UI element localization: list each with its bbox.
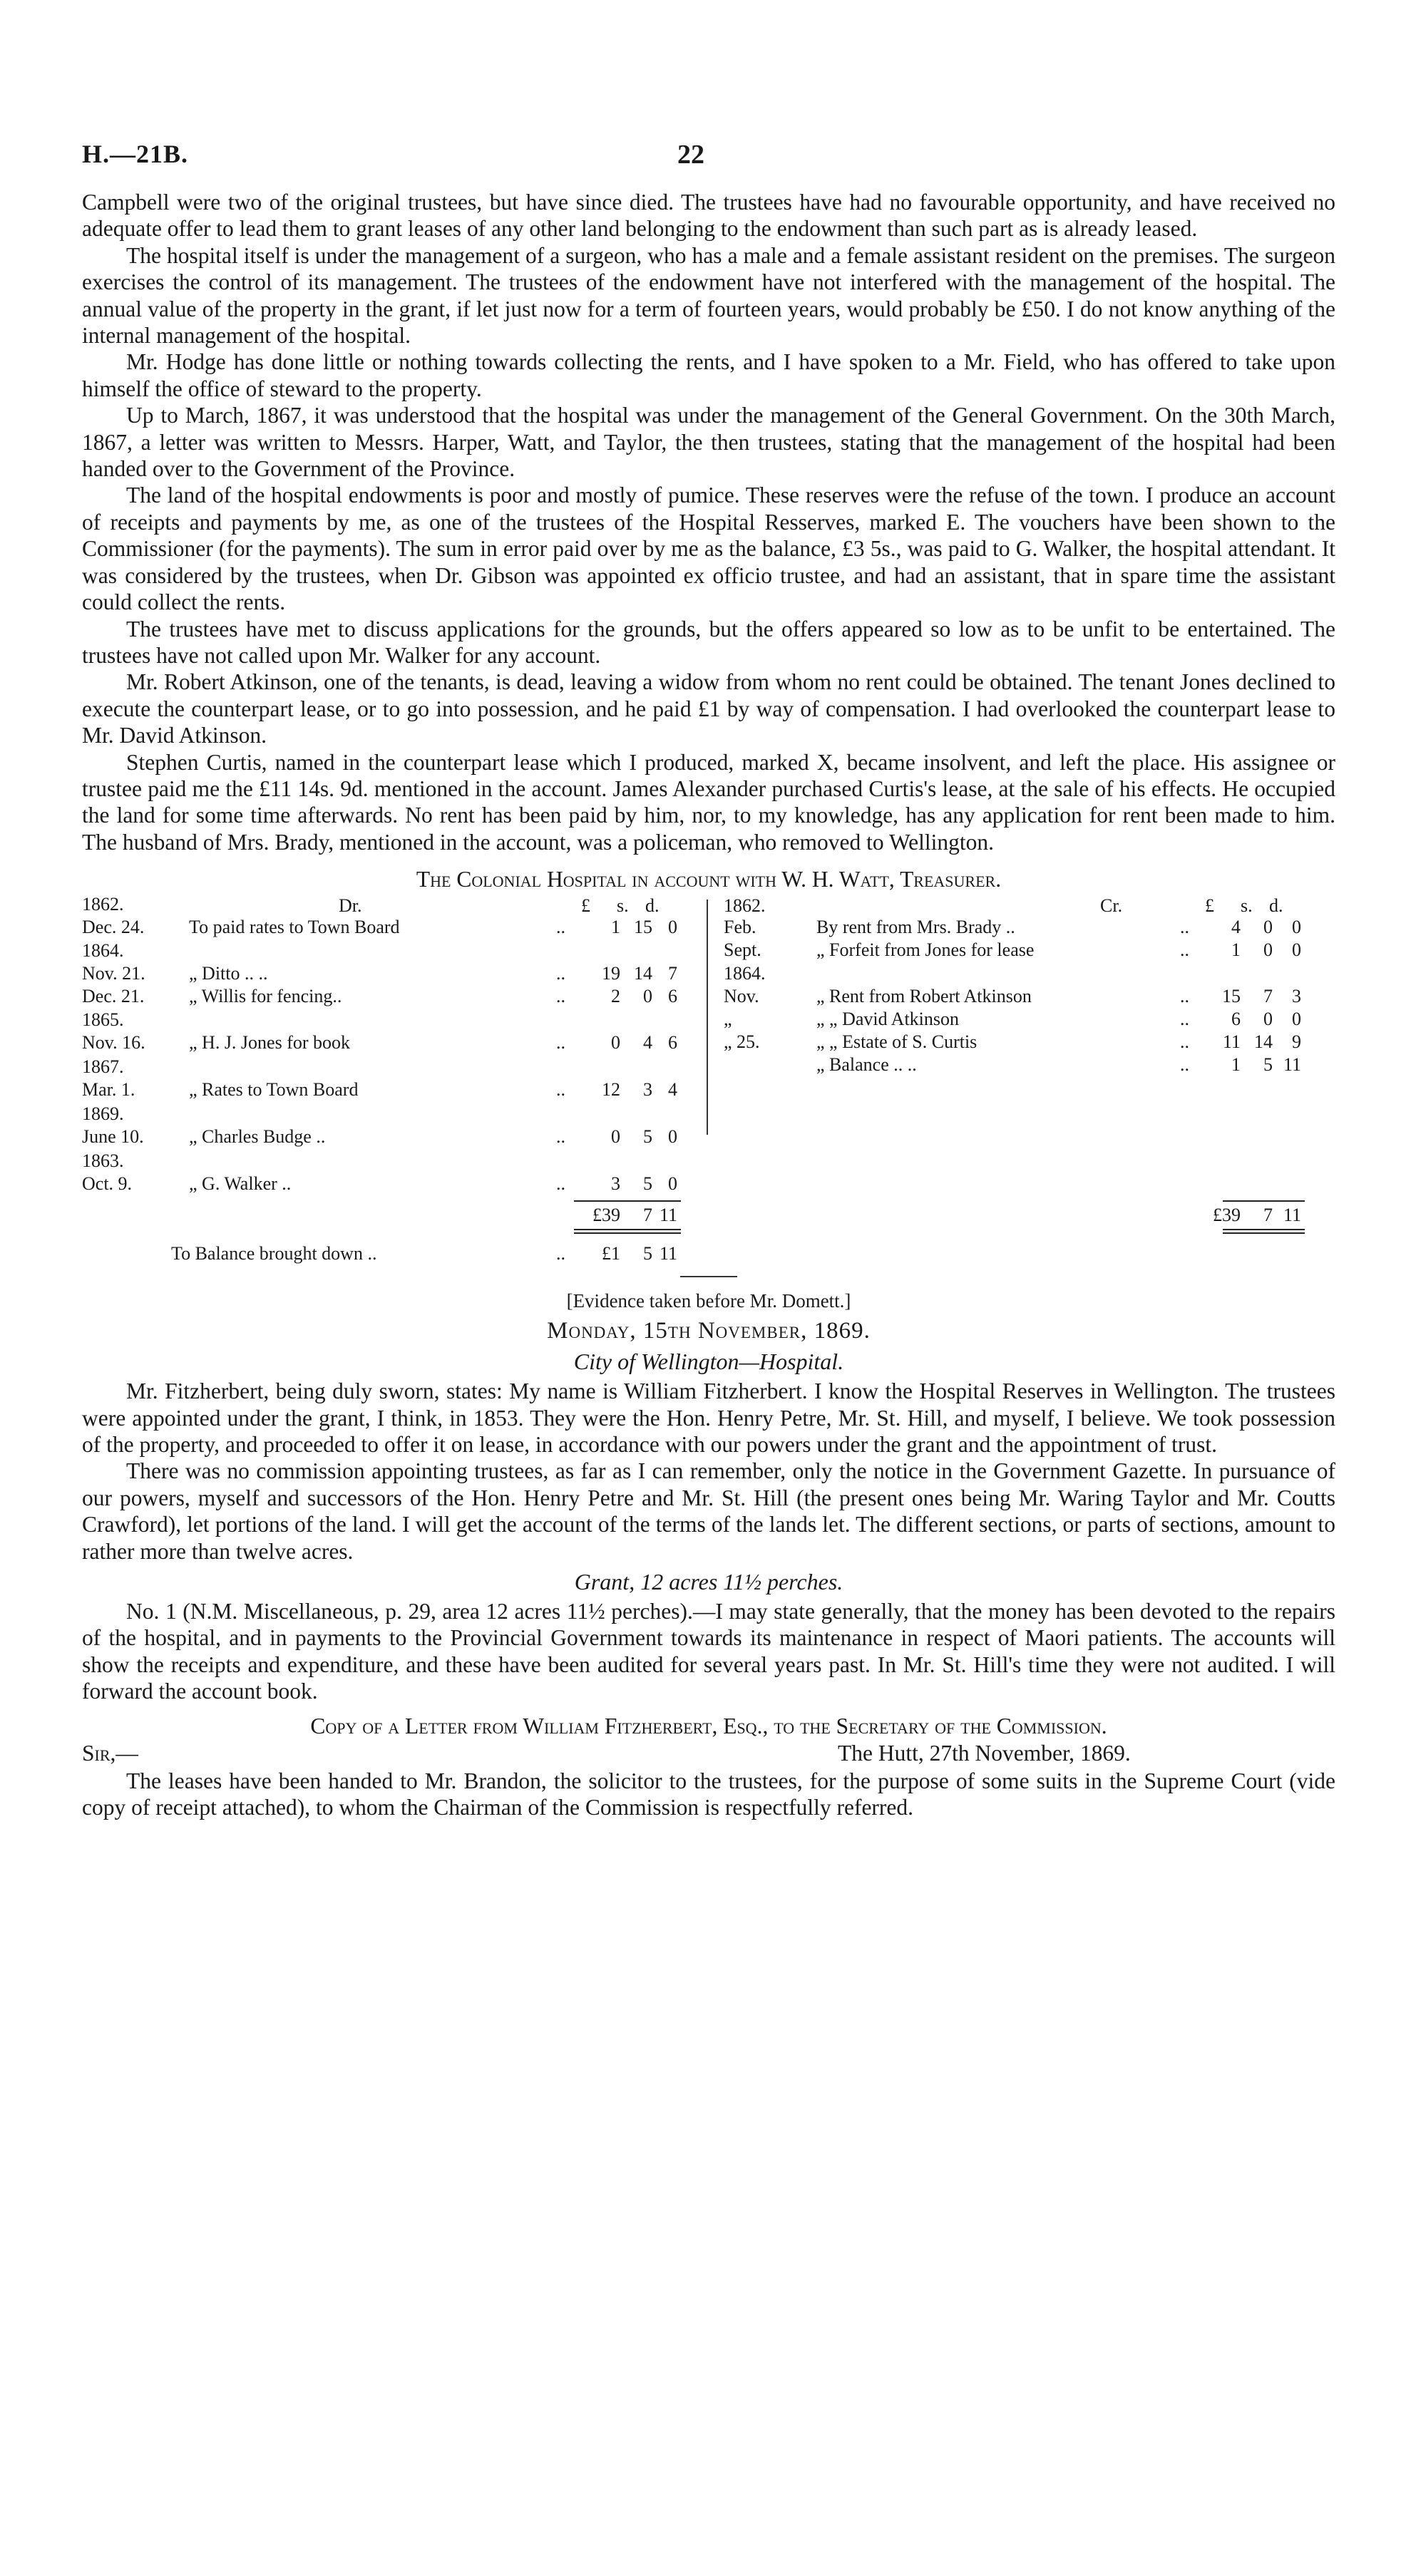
debit-shillings: 3 (643, 1079, 652, 1101)
debit-pounds: 0 (611, 1032, 620, 1053)
debit-pounds: 1 (611, 917, 620, 938)
debit-shillings: 5 (643, 1173, 652, 1195)
letter-salutation-row (82, 1741, 1335, 1768)
credit-shillings: 0 (1263, 939, 1273, 961)
credit-pence: 11 (1283, 1054, 1301, 1076)
debit-pence: 0 (668, 1126, 677, 1148)
debit-shillings: 4 (643, 1032, 652, 1053)
debit-description: „ Charles Budge .. (189, 1126, 326, 1148)
double-rule (1223, 1229, 1305, 1230)
credit-year: 1862. (724, 895, 766, 917)
section-separator (680, 1276, 737, 1277)
page-header (82, 139, 1335, 189)
document-page (82, 139, 1335, 1820)
debit-date: Dec. 21. (82, 986, 145, 1007)
debit-description: „ H. J. Jones for book (189, 1032, 351, 1053)
page-number: 22 (677, 140, 704, 170)
credit-heading: Cr. (1100, 895, 1123, 917)
dot-leader: .. (556, 986, 565, 1007)
lsd-heading: s. (1241, 895, 1253, 917)
lsd-heading: s. (617, 895, 629, 917)
debit-shillings: 0 (643, 986, 652, 1007)
credit-total-pence: 11 (1283, 1205, 1301, 1226)
dot-leader: .. (1180, 1009, 1189, 1030)
lsd-heading: d. (645, 895, 660, 917)
paragraph: Mr. Hodge has done little or nothing towards collecting the rents, and I have spoken to a Mr. Field, who has offered to take upon himself the office of steward to the property. (82, 349, 1335, 401)
credit-pence: 0 (1292, 1009, 1301, 1030)
debit-year: 1867. (82, 1056, 124, 1078)
debit-date: Nov. 16. (82, 1032, 145, 1053)
debit-pence: 6 (668, 1032, 677, 1053)
credit-description: „ Rent from Robert Atkinson (816, 986, 1032, 1007)
debit-pence: 7 (668, 963, 677, 984)
debit-pence: 4 (668, 1079, 677, 1101)
letter-salutation: Sir,— (82, 1740, 138, 1766)
letter-dateline: The Hutt, 27th November, 1869. (838, 1740, 1131, 1766)
credit-shillings: 0 (1263, 1009, 1273, 1030)
dot-leader: .. (556, 1126, 565, 1148)
credit-date: Sept. (724, 939, 761, 961)
letter-body: The leases have been handed to Mr. Brandon, the solicitor to the trustees, for the purpose of some suits in the Supreme Court (vide copy of receipt attached), to whom the Chairman of the Commission is respectfully referred. (82, 1768, 1335, 1820)
double-rule (1223, 1232, 1305, 1234)
credit-pence: 3 (1292, 986, 1301, 1007)
brought-down-label: To Balance brought down .. (171, 1243, 377, 1264)
paragraph: Campbell were two of the original trustees, but have since died. The trustees have had no favourable opportunity, and have received no adequate offer to lead them to grant leases of any other land belonging to the endowment than such part as is already leased. (82, 190, 1335, 242)
debit-description: „ Rates to Town Board (189, 1079, 359, 1101)
credit-date: Feb. (724, 917, 756, 938)
debit-pounds: 12 (602, 1079, 620, 1101)
debit-pence: 0 (668, 1173, 677, 1195)
dot-leader: .. (1180, 1031, 1189, 1053)
debit-description: „ Ditto .. .. (189, 963, 268, 984)
column-divider (707, 900, 708, 1135)
account-title: The Colonial Hospital in account with W. H. Watt, Treasurer. (416, 867, 1002, 892)
credit-description: „ Balance .. .. (816, 1054, 917, 1076)
debit-year: 1864. (82, 940, 124, 962)
credit-total-pounds: £39 (1213, 1205, 1241, 1226)
debit-pence: 0 (668, 917, 677, 938)
evidence-date: Monday, 15th November, 1869. (547, 1318, 871, 1344)
debit-total-pence: 11 (659, 1205, 677, 1226)
debit-shillings: 14 (634, 963, 652, 984)
evidence-place: City of Wellington—Hospital. (573, 1349, 844, 1375)
dot-leader: .. (1180, 986, 1189, 1007)
paragraph: Up to March, 1867, it was understood that the hospital was under the management of the General Government. On the 30th March, 1867, a letter was written to Messrs. Harper, Watt, and Taylor, the then trustees, stating that the management of the hospital had been handed over to the Government of the Province. (82, 403, 1335, 482)
account-table (82, 895, 1335, 1266)
debit-date: Oct. 9. (82, 1173, 133, 1195)
letter-heading: Copy of a Letter from William Fitzherbert, Esq., to the Secretary of the Commission. (310, 1713, 1107, 1738)
brought-down-pence: 11 (659, 1243, 677, 1264)
debit-pounds: 2 (611, 986, 620, 1007)
grant-heading: Grant, 12 acres 11½ perches. (574, 1569, 843, 1594)
credit-pounds: 15 (1222, 986, 1241, 1007)
credit-shillings: 0 (1263, 917, 1273, 938)
credit-date: „ (724, 1009, 732, 1030)
credit-description: „ Forfeit from Jones for lease (816, 939, 1035, 961)
paragraph: The hospital itself is under the management of a surgeon, who has a male and a female assistant resident on the premises. The surgeon exercises the control of its management. The trustees of the endowment have not interfered with the management of the hospital. The annual value of the property in the grant, if let just now for a term of fourteen years, would probably be £50. I do not know anything of the internal management of the hospital. (82, 242, 1335, 349)
credit-description: By rent from Mrs. Brady .. (816, 917, 1015, 938)
dot-leader: .. (556, 1079, 565, 1101)
credit-description: „ „ Estate of S. Curtis (816, 1031, 977, 1053)
debit-description: „ G. Walker .. (189, 1173, 292, 1195)
debit-pounds: 0 (611, 1126, 620, 1148)
lsd-heading: d. (1269, 895, 1283, 917)
double-rule (574, 1229, 681, 1230)
credit-pence: 9 (1292, 1031, 1301, 1053)
debit-shillings: 5 (643, 1126, 652, 1148)
debit-date: Dec. 24. (82, 917, 145, 938)
credit-date: Nov. (724, 986, 759, 1007)
dot-leader: .. (556, 1032, 565, 1053)
debit-date: Mar. 1. (82, 1079, 135, 1101)
dot-leader: .. (556, 1243, 565, 1264)
brought-down-shillings: 5 (643, 1243, 652, 1264)
total-rule (1223, 1200, 1305, 1202)
debit-date: Nov. 21. (82, 963, 145, 984)
credit-pounds: 4 (1231, 917, 1241, 938)
witness-paragraph: Mr. Fitzherbert, being duly sworn, states: My name is William Fitzherbert. I know the Hospital Reserves in Wellington. The trustees were appointed under the grant, I think, in 1853. They were the Hon. Henry Petre, Mr. St. Hill, and myself, I believe. We took possession of the property, and proceeded to offer it on lease, in accordance with our powers under the grant and the appointment of trust. (82, 1379, 1335, 1457)
credit-description: „ „ David Atkinson (816, 1009, 960, 1030)
debit-pounds: 19 (602, 963, 620, 984)
credit-pounds: 1 (1231, 1054, 1241, 1076)
dot-leader: .. (556, 1173, 565, 1195)
dot-leader: .. (1180, 1054, 1189, 1076)
debit-year: 1869. (82, 1103, 124, 1125)
credit-year: 1864. (724, 963, 766, 984)
credit-pence: 0 (1292, 917, 1301, 938)
debit-year: 1863. (82, 1150, 124, 1172)
total-rule (574, 1200, 681, 1202)
witness-paragraph: There was no commission appointing trustees, as far as I can remember, only the notice in the Government Gazette. In pursuance of our powers, myself and successors of the Hon. Henry Petre and Mr. St. Hill (the present ones being Mr. Waring Taylor and Mr. Coutts Crawford), let portions of the land. I will get the account of the terms of the lands let. The different sections, or parts of sections, amount to rather more than twelve acres. (82, 1458, 1335, 1564)
dot-leader: .. (556, 963, 565, 984)
lsd-heading: £ (581, 895, 590, 917)
debit-year: 1865. (82, 1009, 124, 1031)
debit-pounds: 3 (611, 1173, 620, 1195)
debit-pence: 6 (668, 986, 677, 1007)
dot-leader: .. (1180, 939, 1189, 961)
credit-date: „ 25. (724, 1031, 760, 1053)
credit-shillings: 7 (1263, 986, 1273, 1007)
debit-date: June 10. (82, 1126, 144, 1148)
credit-pounds: 11 (1222, 1031, 1241, 1053)
grant-paragraph: No. 1 (N.M. Miscellaneous, p. 29, area 12 acres 11½ perches).—I may state generally, that the money has been devoted to the repairs of the hospital, and in payments to the Provincial Government towards its maintenance in respect of Maori patients. The accounts will show the receipts and expenditure, and these have been audited for several years past. In Mr. St. Hill's time they were not audited. I will forward the account book. (82, 1599, 1335, 1704)
debit-description: To paid rates to Town Board (189, 917, 400, 938)
debit-total-shillings: 7 (643, 1205, 652, 1226)
dot-leader: .. (1180, 917, 1189, 938)
evidence-note: [Evidence taken before Mr. Domett.] (566, 1290, 851, 1312)
credit-pounds: 6 (1231, 1009, 1241, 1030)
lsd-heading: £ (1205, 895, 1214, 917)
paragraph: The land of the hospital endowments is poor and mostly of pumice. These reserves were the refuse of the town. I produce an account of receipts and payments by me, as one of the trustees of the Hospital Resserves, marked E. The vouchers have been shown to the Commissioner (for the payments). The sum in error paid over by me as the balance, £3 5s., was paid to G. Walker, the hospital attendant. It was considered by the trustees, when Dr. Gibson was appointed ex officio trustee, and had an assistant, that in spare time the assistant could collect the rents. (82, 483, 1335, 615)
credit-pence: 0 (1292, 939, 1301, 961)
debit-total-pounds: £39 (592, 1205, 620, 1226)
double-rule (574, 1232, 681, 1234)
debit-heading: Dr. (339, 895, 362, 917)
credit-shillings: 14 (1254, 1031, 1273, 1053)
credit-total-shillings: 7 (1263, 1205, 1273, 1226)
document-reference: H.—21B. (82, 140, 189, 168)
debit-year: 1862. (82, 894, 124, 915)
paragraph: Mr. Robert Atkinson, one of the tenants, is dead, leaving a widow from whom no rent could be obtained. The tenant Jones declined to execute the counterpart lease, or to go into possession, and he paid £1 by way of compensation. I had overlooked the counterpart lease to Mr. David Atkinson. (82, 669, 1335, 748)
paragraph: The trustees have met to discuss applications for the grounds, but the offers appeared so low as to be unfit to be entertained. The trustees have not called upon Mr. Walker for any account. (82, 616, 1335, 668)
credit-pounds: 1 (1231, 939, 1241, 961)
debit-shillings: 15 (634, 917, 652, 938)
brought-down-pounds: £1 (602, 1243, 620, 1264)
dot-leader: .. (556, 917, 565, 938)
debit-description: „ Willis for fencing.. (189, 986, 342, 1007)
paragraph: Stephen Curtis, named in the counterpart lease which I produced, marked X, became insolvent, and left the place. His assignee or trustee paid me the £11 14s. 9d. mentioned in the account. James Alexander purchased Curtis's lease, at the sale of his effects. He occupied the land for some time afterwards. No rent has been paid by him, nor, to my knowledge, has any application for rent been made to him. The husband of Mrs. Brady, mentioned in the account, was a policeman, who removed to Wellington. (82, 749, 1335, 855)
credit-shillings: 5 (1263, 1054, 1273, 1076)
